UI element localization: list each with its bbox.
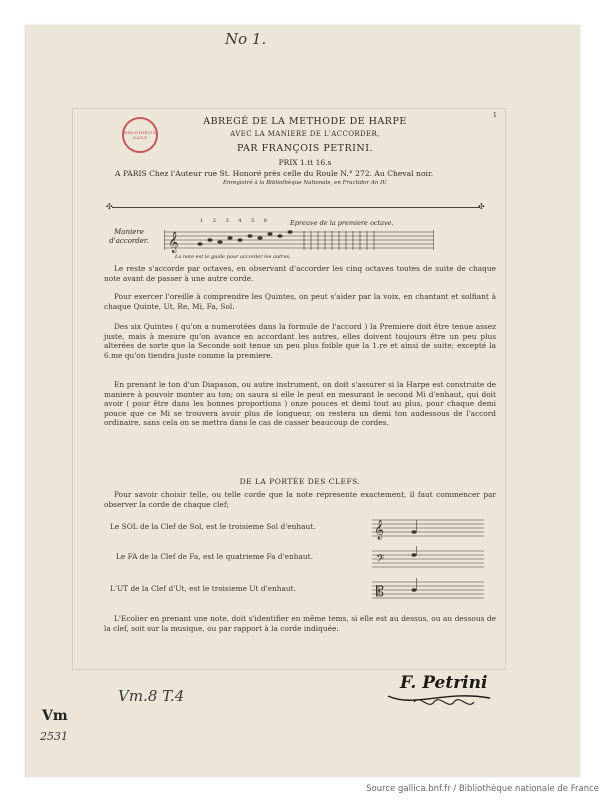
stamp-text: BIBLIOTHÈQUE NATLE (123, 130, 157, 140)
tuning-staff (164, 226, 434, 256)
price: PRIX 1.tt 16.s (278, 158, 332, 167)
clef-sol-staff (372, 515, 484, 541)
shelfmark-handwritten: Vm.8 T.4 (118, 687, 185, 705)
paragraph-1: Le reste s'accorde par octaves, en observant d'accorder les cinq octaves toutes de suite de chaque note avant de passer à une autre corde. (104, 264, 496, 283)
source-credit: Source gallica.bnf.fr / Bibliothèque nationale de France (366, 784, 599, 794)
rule-end-right: ✣ (478, 202, 485, 211)
svg-text:𝄞: 𝄞 (374, 520, 385, 540)
shelfmark-number: 2531 (40, 730, 68, 743)
signature-flourish (384, 688, 494, 710)
title-line-3: PAR FRANÇOIS PETRINI. (237, 143, 373, 154)
clef-sol-text: Le SOL de la Clef de Sol, est le troisieme Sol d'enhaut. (110, 522, 316, 531)
paragraph-2: Pour exercer l'oreille à comprendre les Quintes, on peut s'aider par la voix, en chantant et solfiant à chaque Quinte, Ut, Re, Mi, Fa, Sol. (104, 292, 496, 311)
signature: F. Petrini (400, 673, 488, 693)
rule-end-left: ✣ (106, 202, 113, 211)
svg-text:𝄢: 𝄢 (376, 553, 385, 568)
title-line-2: AVEC LA MANIERE DE L'ACCORDER, (230, 130, 380, 138)
clef-ut-text: L'UT de la Clef d'Ut, est le troisieme Ut d'enhaut. (110, 584, 296, 593)
library-stamp (122, 117, 158, 153)
header-note: No 1. (225, 30, 267, 48)
tuning-caption: La note est le guide pour accorder les autres. (175, 254, 291, 260)
clefs-intro: Pour savoir choisir telle, ou telle corde que la note represente exactement, il faut commencer par observer la corde de chaque clef; (104, 490, 496, 509)
clef-ut-staff (372, 577, 484, 603)
title-line-1: ABREGÉ DE LA METHODE DE HARPE (203, 116, 407, 127)
address: A PARIS Chez l'Auteur rue St. Honoré près celle du Roule N.° 272. Au Cheval noir. (115, 169, 434, 178)
svg-text:𝄞: 𝄞 (168, 232, 179, 253)
svg-text:𝄡: 𝄡 (376, 584, 384, 600)
tuning-numbers: 1 2 3 4 5 6 (200, 218, 272, 224)
shelfmark-left: Vm (42, 708, 68, 724)
paragraph-4: En prenant le ton d'un Diapason, ou autre instrument, on doit s'assurer si la Harpe est construite de maniere à pouvoir monter au ton; on saura si elle le peut en mesurant le second Mi d'enhaut, qui doit avoir ( pour être dans les bonnes proportions ) onze pouces et demi tout au plus, pour chaque demi pouce que ce Mi se trouvera avoir plus de longueur, on restera un demi ton audessous de l'accord ordinaire, sans cela on se mettra dans le cas de casser beaucoup de cordes. (104, 380, 496, 428)
closing-paragraph: L'Ecolier en prenant une note, doit s'identifier en même tems, si elle est au dessus, ou au dessous de la clef, soit sur la musique, ou par rapport à la corde indiquée. (104, 614, 496, 633)
rule-top (112, 207, 480, 208)
plate-number: 1 (493, 112, 497, 119)
epreuve-label: Epreuve de la premiere octave. (290, 219, 394, 227)
clefs-heading: DE LA PORTÉE DES CLEFS. (239, 477, 361, 486)
clef-fa-staff (372, 546, 484, 572)
tuning-label: Maniere d'accorder. (109, 228, 149, 245)
paragraph-3: Des six Quintes ( qu'on a numerotées dans la formule de l'accord ) la Premiere doit être tenue assez juste, mais à mesure qu'on avance en accordant les autres, elles doivent toujours être un peu plus alterées de sorte que la Seconde soit tenue un peu plus foible que la 1.re et ainsi de suite; excepté la 6.me qu'on tiendra juste comme la premiere. (104, 322, 496, 360)
registration: Enregistré à la Bibliothèque Nationale, en Fructidor An IV. (222, 180, 388, 186)
clef-fa-text: Le FA de la Clef de Fa, est le quatrieme Fa d'enhaut. (116, 552, 314, 561)
